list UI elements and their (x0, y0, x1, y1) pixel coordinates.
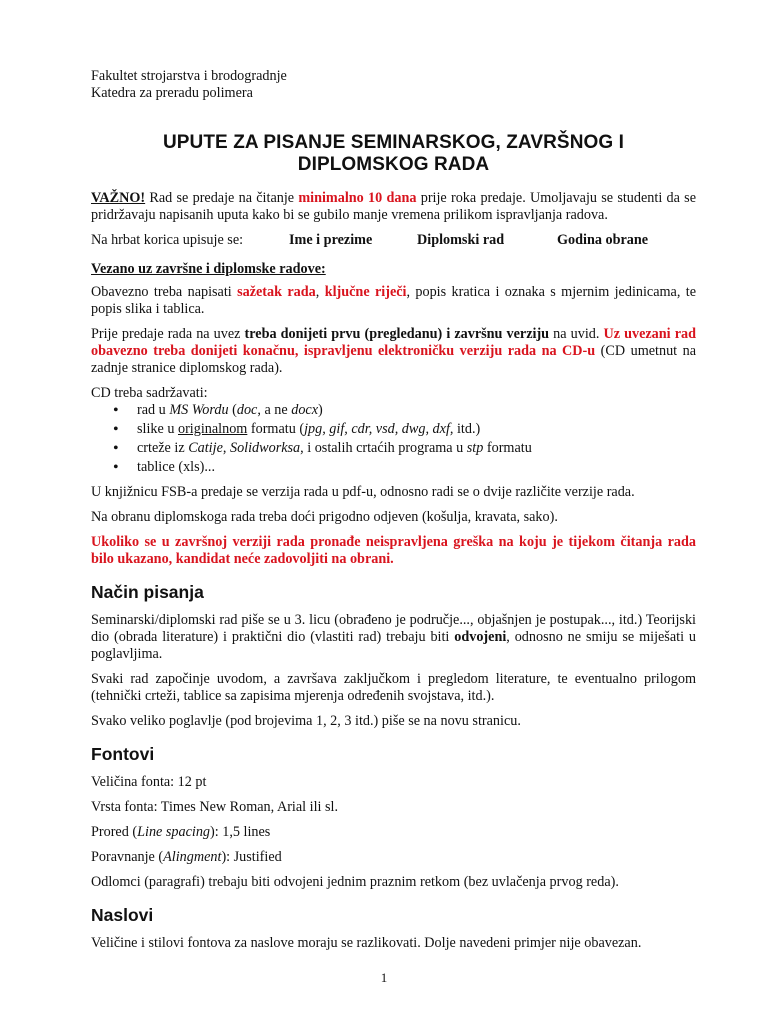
cd-item-3e: , i ostalih crtaćih programa u (300, 440, 467, 456)
align-text-1: Poravnanje ( (91, 849, 164, 865)
cd-item-2d: jpg, gif, cdr, vsd, dwg, dxf, (304, 421, 454, 437)
spine-info (91, 232, 696, 249)
vazno-label: VAŽNO! (91, 190, 146, 206)
cd-intro: CD treba sadržavati: (91, 385, 208, 401)
list-item (137, 440, 696, 457)
prije-text-1: Prije predaje rada na uvez (91, 326, 245, 342)
defense-paragraph: Na obranu diplomskoga rada treba doći prigodno odjeven (košulja, kravata, sako). (91, 509, 558, 525)
cd-item-3d: Solidworksa (229, 440, 301, 456)
spacing-italic: Line spacing (137, 824, 211, 840)
cd-item-1g: ) (318, 402, 323, 418)
nacin-bold: odvojeni (454, 629, 507, 645)
list-item (137, 459, 696, 476)
cd-item-1b: MS Wordu (169, 402, 229, 418)
spine-field-year: Godina obrane (557, 232, 649, 248)
cd-item-2e: itd.) (453, 421, 481, 437)
nacin-text-2: , odnosno ne smiju se miješati u poglavljima. (91, 629, 696, 662)
naslovi-paragraph: Veličine i stilovi fontova za naslove moraju se razlikovati. Dolje navedeni primjer nije obavezan. (91, 935, 642, 951)
fontovi-type: Vrsta fonta: Times New Roman, Arial ili sl. (91, 799, 339, 815)
cd-item-3b: Catije (188, 440, 223, 456)
department-name: Katedra za preradu polimera (91, 85, 253, 101)
obavezno-text-2: , (315, 284, 325, 300)
cd-item-1d: doc (236, 402, 258, 418)
cd-list (91, 402, 696, 476)
document-title (91, 132, 696, 176)
nacin-paragraph-1 (91, 612, 696, 663)
spacing-text-1: Prored ( (91, 824, 138, 840)
page-number: 1 (380, 970, 388, 985)
heading-nacin-pisanja: Način pisanja (91, 582, 204, 602)
obavezno-text-3: , popis kratica i oznaka s mjernim jedinicama, te popis slika i tablica. (91, 284, 697, 317)
important-notice (91, 190, 696, 224)
fontovi-alignment (91, 849, 696, 866)
section-subtitle: Vezano uz završne i diplomske radove: (91, 261, 326, 277)
nacin-paragraph-2: Svaki rad započinje uvodom, a završava zaključkom i pregledom literature, te eventualno prilogom (tehnički crteži, tablice sa zapisima mjerenja određenih svojstava, itd.). (91, 671, 696, 704)
library-paragraph: U knjižnicu FSB-a predaje se verzija rada u pdf-u, odnosno radi se o dvije različite verzije rada. (91, 484, 635, 500)
fontovi-paragraphs: Odlomci (paragrafi) trebaju biti odvojeni jednim praznim retkom (bez uvlačenja prvog reda). (91, 874, 619, 890)
document-page (91, 68, 696, 960)
cd-item-3f: stp (466, 440, 484, 456)
spine-field-name: Ime i prezime (289, 232, 373, 248)
vazno-text-1: Rad se predaje na čitanje (145, 190, 299, 206)
vazno-text-2: prije roka predaje. Umoljavaju se studenti da se pridržavaju napisanih uputa kako bi se gubilo manje vremena prilikom ispravljanja radova. (91, 190, 697, 223)
prije-text-3: (CD umetnut na zadnje stranice diplomskog rada). (91, 343, 696, 376)
obavezno-text-1: Obavezno treba napisati (91, 284, 238, 300)
align-text-2: ): Justified (221, 849, 282, 865)
spacing-text-2: ): 1,5 lines (210, 824, 271, 840)
spine-label: Na hrbat korica upisuje se: (91, 232, 244, 248)
nacin-text-1: Seminarski/diplomski rad piše se u 3. licu (obrađeno je područje..., objašnjen je postupak..., itd.) Teorijski dio (obrada literature) i praktični dio (vlastiti rad) trebaju biti (91, 612, 696, 645)
cd-item-2c: formatu ( (247, 421, 305, 437)
align-italic: Alingment (163, 849, 222, 865)
faculty-name: Fakultet strojarstva i brodogradnje (91, 68, 287, 84)
nacin-paragraph-3: Svako veliko poglavlje (pod brojevima 1, 2, 3 itd.) piše se na novu stranicu. (91, 713, 521, 729)
obavezno-red-2: ključne riječi (324, 284, 407, 300)
cd-item-4: tablice (xls)... (137, 459, 216, 475)
cd-item-2a: slike u (137, 421, 178, 437)
prije-paragraph (91, 326, 696, 377)
cd-item-1a: rad u (137, 402, 170, 418)
cd-item-3c: , (222, 440, 230, 456)
fontovi-size: Veličina fonta: 12 pt (91, 774, 207, 790)
spine-field-thesis: Diplomski rad (417, 232, 505, 248)
prije-text-2: na uvid. (549, 326, 604, 342)
heading-fontovi: Fontovi (91, 744, 155, 764)
prije-bold-1: treba donijeti prvu (pregledanu) i završnu verziju (244, 326, 550, 342)
prije-red-1: Uz uvezani rad obavezno treba donijeti konačnu, ispravljenu elektroničku verziju rada na CD-u (91, 326, 696, 359)
cd-item-1c: ( (228, 402, 237, 418)
cd-item-2b: originalnom (177, 421, 248, 437)
cd-item-1f: docx (291, 402, 319, 418)
obavezno-paragraph (91, 284, 696, 318)
obavezno-red-1: sažetak rada (237, 284, 316, 300)
cd-item-1e: , a ne (257, 402, 292, 418)
list-item (137, 402, 696, 419)
fontovi-spacing (91, 824, 696, 841)
list-item (137, 421, 696, 438)
vazno-highlight: minimalno 10 dana (298, 190, 417, 206)
title-line-1: UPUTE ZA PISANJE SEMINARSKOG, ZAVRŠNOG I (162, 132, 625, 153)
cd-item-3a: crteže iz (137, 440, 189, 456)
cd-item-3g: formatu (483, 440, 532, 456)
heading-naslovi: Naslovi (91, 905, 154, 925)
title-line-2: DIPLOMSKOG RADA (297, 154, 490, 175)
warning-paragraph: Ukoliko se u završnoj verziji rada pronađe neispravljena greška na koju je tijekom čitanja rada bilo ukazano, kandidat neće zadovoljiti na obrani. (91, 534, 696, 567)
